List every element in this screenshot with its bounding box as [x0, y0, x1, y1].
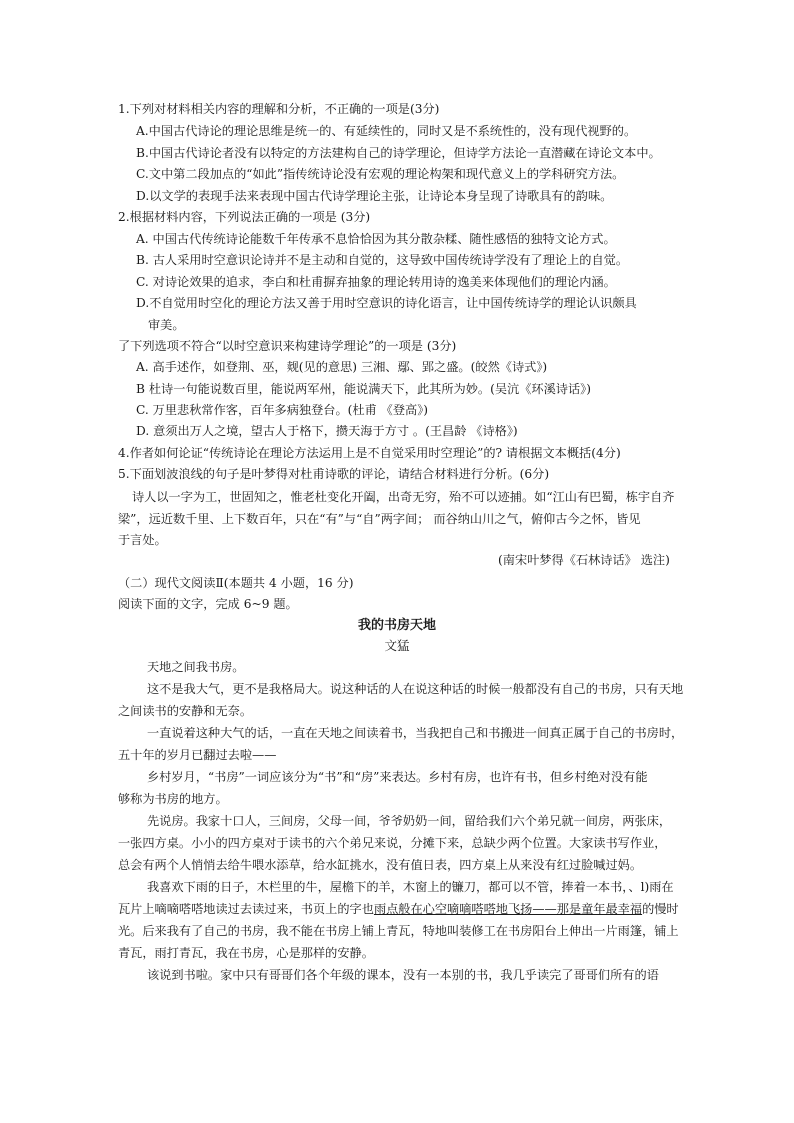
article-paragraph-2-line1: 这不是我大气，更不是我格局大。说这种话的人在说这种话的时候一般都没有自己的书房，只有天地 — [147, 682, 684, 696]
question-5-passage-line2: 梁”，远近数千里、上下数百年，只在“有”与“自”两字间； 而谷纳山川之气，俯仰古今之怀，皆见 — [118, 512, 641, 526]
article-paragraph-1: 天地之间我书房。 — [147, 660, 245, 674]
question-3-stem: 了下列选项不符合“以时空意识来构建诗学理论”的一项是 (3分) — [118, 339, 457, 353]
question-3-option-c: C. 万里悲秋常作客，百年多病独登台。(杜甫 《登高》) — [136, 403, 429, 417]
article-paragraph-6-line1: 我喜欢下雨的日子，木栏里的牛，屋檐下的羊，木窗上的镰刀，都可以不管，捧着一本书，、l)雨在 — [147, 880, 674, 894]
question-3-option-b: B 杜诗一句能说数百里，能说两军州，能说满天下，此其所为妙。(吴沆《环溪诗话》) — [136, 382, 591, 396]
article-author: 文猛 — [384, 638, 410, 653]
question-1-stem: 1.下列对材料相关内容的理解和分析，不正确的一项是(3分) — [118, 102, 440, 116]
article-paragraph-2-line2: 之间读书的安静和无奈。 — [118, 704, 253, 718]
article-paragraph-3-line2: 五十年的岁月已翻过去啦—— — [118, 748, 277, 762]
article-paragraph-5-line3: 总会有两个人悄悄去给牛喂水添草，给水缸挑水，没有值日表，四方桌上从来没有红过脸喊过妈。 — [118, 858, 643, 872]
section-2-instruction: 阅读下面的文字，完成 6~9 题。 — [118, 597, 298, 611]
question-5-stem: 5.下面划波浪线的句子是叶梦得对杜甫诗歌的评论，请结合材料进行分析。(6分) — [118, 467, 550, 481]
question-3-option-a: A. 高手述作，如登荆、巫，觌(见的意思) 三湘、鄢、郢之盛。(皎然《诗式》) — [136, 360, 548, 374]
question-1-option-d: D.以文学的表现手法来表现中国古代诗学理论主张，让诗论本身呈现了诗歌具有的韵味。 — [136, 189, 613, 203]
article-paragraph-6-line3: 光。后来我有了自己的书房，我不能在书房上铺上青瓦，特地叫装修工在书房阳台上伸出一片雨篷，铺上 — [118, 924, 679, 938]
article-paragraph-7-line1: 该说到书啦。家中只有哥哥们各个年级的课本，没有一本别的书，我几乎读完了哥哥们所有的语 — [147, 968, 659, 982]
question-1-option-a: A.中国古代诗论的理论思维是统一的、有延续性的，同时又是不系统性的，没有现代视野的。 — [136, 124, 637, 138]
question-5-passage-line1: 诗人以一字为工，世固知之，惟老杜变化开阖，出奇无穷，殆不可以迹捕。如“江山有巴蜀，栋宇自齐 — [132, 490, 675, 504]
article-paragraph-4-line1: 乡村岁月，“书房”一词应该分为“书”和“房”来表达。乡村有房，也许有书，但乡村绝对没有能 — [147, 770, 648, 784]
article-paragraph-6-line4: 青瓦，雨打青瓦，我在书房，心是那样的安静。 — [118, 946, 374, 960]
article-title: 我的书房天地 — [357, 618, 436, 633]
question-2-option-d-line1: D.不自觉用时空化的理论方法又善于用时空意识的诗化语言，让中国传统诗学的理论认识颇具 — [136, 296, 637, 310]
article-paragraph-5-line1: 先说房。我家十口人，三间房，父母一间，爷爷奶奶一间，留给我们六个弟兄就一间房，两张床， — [147, 814, 672, 828]
question-2-stem: 2.根据材料内容，下列说法正确的一项是 (3分) — [118, 210, 371, 224]
question-5-passage-line3: 于言处。 — [118, 533, 167, 547]
paragraph-6-line2-end: 的慢时 — [642, 902, 679, 916]
question-1-option-b: B.中国古代诗论者没有以特定的方法建构自己的诗学理论，但诗学方法论一直潜藏在诗论文本中。 — [136, 146, 661, 160]
article-paragraph-3-line1: 一直说着这种大气的话，一直在天地之间读着书，当我把自己和书搬进一间真正属于自己的书房时， — [147, 726, 684, 740]
question-4: 4.作者如何论证“传统诗论在理论方法运用上是不自觉采用时空理论”的? 请根据文本概括(4分) — [118, 446, 621, 460]
question-2-option-a: A. 中国古代传统诗论能数千年传承不息恰恰因为其分散杂糅、随性感悟的独特文论方式。 — [136, 232, 616, 246]
paragraph-6-line2-start: 瓦片上嘀嘀嗒嗒地读过去读过来，书页上的字也 — [118, 902, 374, 916]
question-1-option-c: C.文中第二段加点的“如此”指传统诗论没有宏观的理论构架和现代意义上的学科研究方法。 — [136, 167, 625, 181]
section-2-header: （二）现代文阅读Ⅱ(本题共 4 小题，16 分) — [118, 576, 354, 590]
question-2-option-b: B. 古人采用时空意识论诗并不是主动和自觉的，这导致中国传统诗学没有了理论上的自觉。 — [136, 253, 629, 267]
article-paragraph-4-line2: 够称为书房的地方。 — [118, 792, 228, 806]
article-paragraph-5-line2: 一张四方桌。小小的四方桌对于读书的六个弟兄来说，分摊下来，总缺少两个位置。大家读书写作业， — [118, 836, 667, 850]
question-5-source: (南宋叶梦得《石林诗话》 选注) — [498, 553, 670, 567]
question-3-option-d: D. 意须出万人之境，望古人于格下，攒天海于方寸 。(王昌龄 《诗格》) — [136, 424, 518, 438]
underlined-sentence: 雨点般在心空嘀嘀嗒嗒地飞扬——那是童年最幸福 — [373, 902, 643, 916]
question-2-option-d-line2: 审美。 — [148, 318, 185, 332]
article-paragraph-6-line2 — [118, 900, 679, 918]
question-2-option-c: C. 对诗论效果的追求，李白和杜甫摒弃抽象的理论转用诗的逸美来体现他们的理论内涵。 — [136, 275, 616, 289]
